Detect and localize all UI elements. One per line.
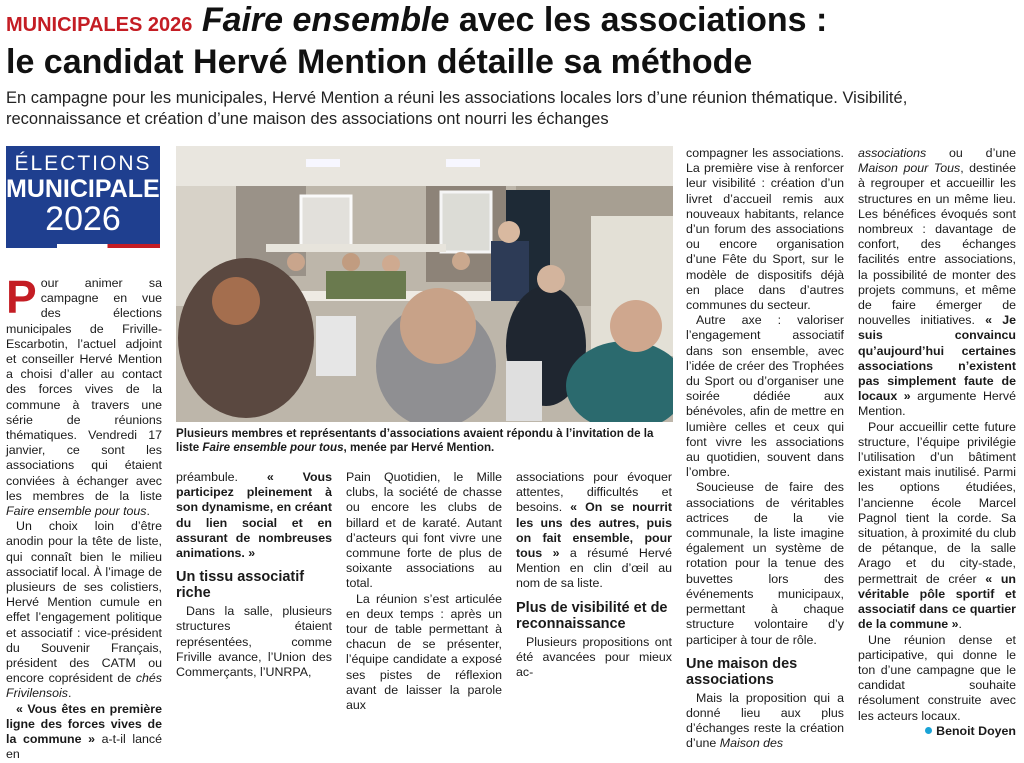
italic-text: Maison des	[719, 736, 784, 751]
subheading: Une maison des associations	[686, 655, 798, 688]
italic-text: Maison pour Tous	[858, 161, 961, 176]
byline	[858, 724, 1016, 739]
paragraph: La réunion s’est articulée en deux temps : après un tour de table permettant à chacun de se présenter, l’équipe candidate a exposé ses pistes de réflexion avant de laisser la parole aux	[346, 591, 502, 713]
paragraph: Soucieuse de faire des associations de véritables actrices de la vie communale, la liste imagine également un système de rotation pour la tenue des buvettes lors des événements municipaux, permettant à chaque structure volontaire d’y participer à tour de rôle.	[686, 480, 844, 647]
elections-logo	[6, 146, 177, 248]
paragraph: Une réunion dense et participative, qui donne le ton d’une campagne que le candidat souhaite résolument construite avec les acteurs locaux.	[858, 632, 1016, 723]
text: préambule.	[176, 470, 267, 484]
caption-list-name: Faire ensemble pour tous	[202, 441, 344, 454]
paragraph	[516, 470, 672, 592]
column-3	[346, 470, 502, 713]
quote: « Je suis convaincu qu’aujourd’hui certaines associations n’existent pas simplement faute de locaux »	[858, 313, 1017, 404]
kicker: MUNICIPALES 2026	[6, 14, 193, 36]
text: associations pour évoquer attentes, difficultés et besoins.	[516, 470, 672, 515]
subheading: Un tissu associatif riche	[176, 569, 305, 602]
quote: « Vous êtes en première ligne des forces vives de la commune »	[6, 701, 162, 747]
text: , destinée à regrouper et accueillir les structures en un même lieu. Les bénéfices évoqués sont nombreux : davantage de confort, des échanges facilités entre associations, la possibilité de monter des projets communs, et même de faire émerger de nouvelles initiatives.	[858, 161, 1016, 328]
headline	[6, 2, 1018, 81]
logo-line3: 2026	[45, 200, 121, 238]
text: .	[958, 617, 962, 632]
text: our animer sa campagne en vue des élections municipales de Friville-Escarbotin, l’actuel adjoint et conseiller Hervé Mention a choisi d’aller au contact des forces vives de la commune à travers une série de réunions thématiques. Vendredi 17 janvier, ce sont les associations qui étaient conviées à échanger avec les membres de la liste	[6, 276, 162, 503]
logo-line1: ÉLECTIONS	[14, 152, 152, 175]
paragraph: Pain Quotidien, le Mille clubs, la société de chasse ou encore les clubs de billard et de karaté. Autant d’acteurs qui font vivre une commune forte de plus de soixante associations au total.	[346, 470, 502, 591]
column-2	[176, 470, 332, 680]
paragraph	[6, 702, 162, 763]
text: a-t-il lancé en	[6, 732, 162, 762]
headline-line1	[6, 2, 1018, 44]
paragraph	[6, 271, 162, 519]
caption-text-1: Plusieurs membres et représentants d’associations avaient répondu à l’invitation de la liste	[176, 427, 654, 454]
quote: « On se nourrit les uns des autres, puis on fait ensemble, pour tous »	[516, 500, 672, 561]
text: Pour accueillir cette future structure, l’équipe privilégie l’utilisation d’un bâtiment existant mais inutilisé. Parmi les options étudiées, l’ancienne école Marcel Pagnol tient la corde. Sa situation, à proximité du club de pétanque, de la salle Arago et du city-stade, permettrait de créer	[858, 419, 1016, 586]
paragraph: Dans la salle, plusieurs structures étaient représentées, comme Friville avance, l’Union des Commerçants, l’UNRPA,	[176, 604, 332, 680]
text: Un choix loin d’être anodin pour la tête de liste, qui connaît bien le milieu associatif local. À l’image de plusieurs de ses colistiers, Hervé Mention cumule en effet l’engagement politique et associatif : vice-président du Souvenir Français, président des CATM ou encore coprésident de	[6, 519, 162, 686]
text: argumente Hervé Mention.	[858, 389, 1016, 419]
headline-italic: Faire ensemble	[201, 1, 450, 39]
headline-line1-rest: avec les associations :	[449, 1, 828, 39]
list-name: Faire ensemble pour tous	[6, 504, 147, 519]
logo-line2: MUNICIPALES	[6, 175, 177, 203]
text: ou d’une	[926, 146, 1016, 160]
quote: « un véritable pôle sportif et associatif dans ce quartier de la commune »	[858, 571, 1016, 632]
paragraph	[858, 146, 1016, 420]
photo-caption	[176, 427, 673, 455]
column-4	[516, 470, 672, 680]
text: .	[146, 504, 150, 519]
paragraph: Autre axe : valoriser l’engagement associatif dans son ensemble, avec l’idée de créer des Trophées du Sport ou d’organiser une soirée dédiée aux bénévoles, afin de mettre en lumière celles et ceux qui font vivre les associations au quotidien, souvent dans l’ombre.	[686, 313, 844, 480]
paragraph	[176, 470, 332, 561]
subheading: Plus de visibilité et de reconnaissance	[516, 599, 668, 632]
caption-text-2: , menée par Hervé Mention.	[343, 441, 495, 454]
paragraph	[858, 420, 1016, 633]
bullet-dot-icon	[925, 727, 932, 734]
paragraph: compagner les associations. La première vise à renforcer leur visibilité : création d’un livret d’accueil remis aux nouveaux habitants, relance d’un forum des associations ou encore organisation d’une Fête du Sport, sur le modèle de dispositifs déjà en place dans d’autres communes du secteur.	[686, 146, 844, 313]
paragraph: Plusieurs propositions ont été avancées pour mieux ac-	[516, 634, 672, 680]
paragraph	[686, 691, 844, 752]
text: .	[67, 686, 72, 701]
author-name: Benoit Doyen	[936, 723, 1016, 738]
standfirst: En campagne pour les municipales, Hervé Mention a réuni les associations locales lors d’une réunion thématique. Visibilité, reconnaissance et création d’une maison des associations ont nourri les échanges	[6, 89, 908, 128]
association-name: chés Frivilensois	[6, 671, 162, 701]
quote: « Vous participez pleinement à son dynamisme, en créant du lien social et en assurant de nombreuses animations. »	[176, 470, 332, 561]
drop-cap: P	[6, 271, 37, 323]
headline-line2: le candidat Hervé Mention détaille sa méthode	[6, 43, 753, 81]
tricolor-stripe	[6, 244, 160, 248]
column-5	[686, 146, 844, 752]
paragraph	[6, 519, 162, 701]
column-1	[6, 271, 162, 763]
text: Mais la proposition qui a donné lieu aux plus d’échanges reste la création d’une	[686, 690, 844, 751]
meeting-photo	[176, 146, 673, 422]
text: a résumé Hervé Mention en clin d’œil au nom de sa liste.	[516, 546, 672, 591]
italic-text: associations	[858, 146, 927, 160]
column-6	[858, 146, 1016, 739]
meeting-photo-icon	[176, 146, 673, 422]
